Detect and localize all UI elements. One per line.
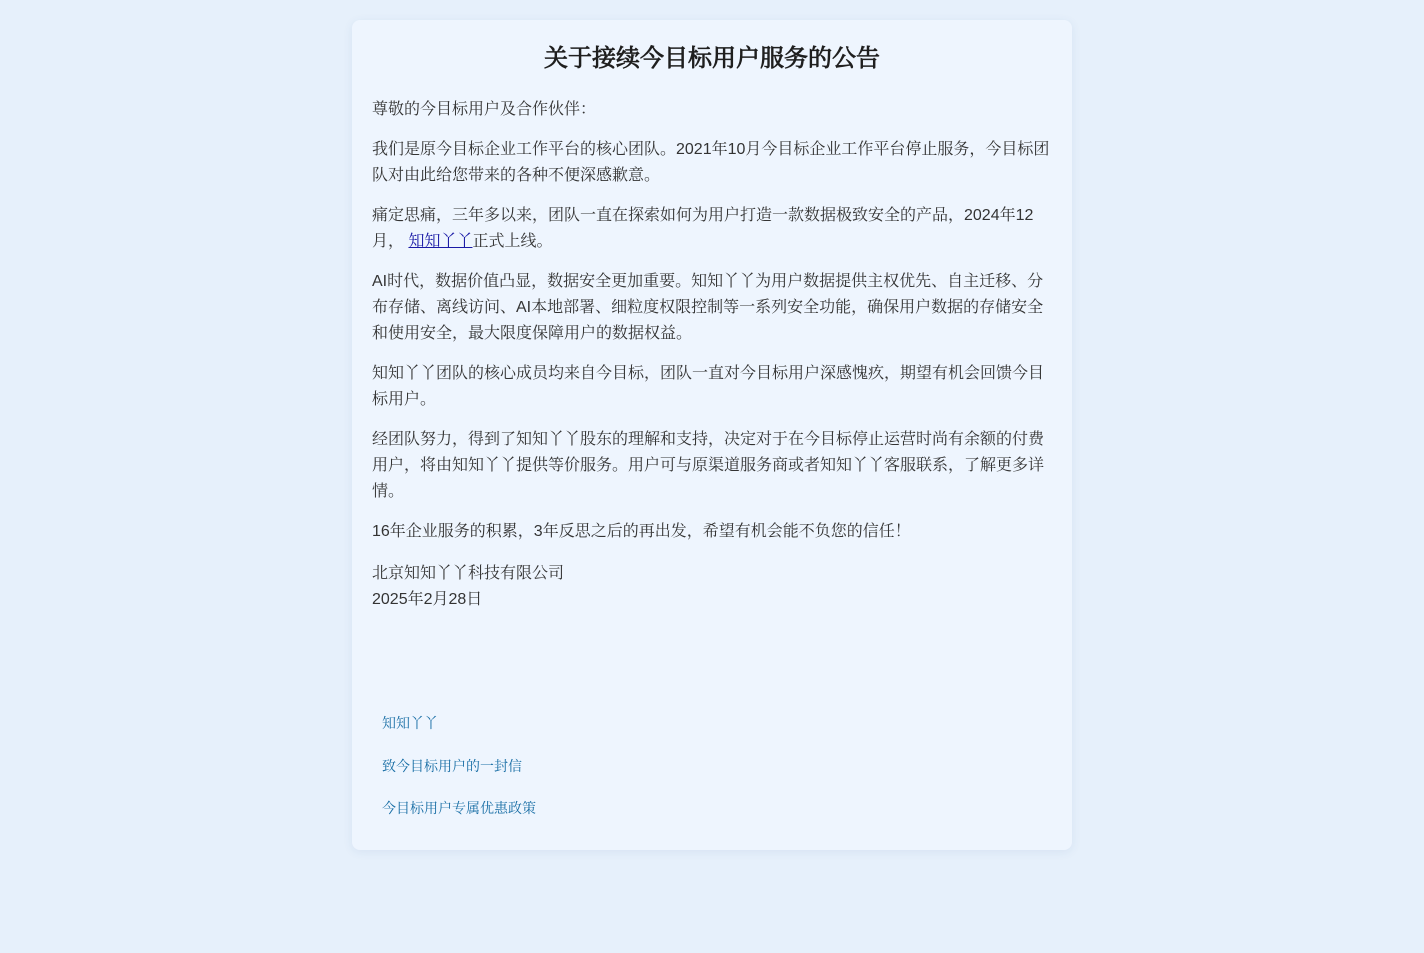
footer-link-letter[interactable]: 致今目标用户的一封信 <box>382 757 522 774</box>
signature-date: 2025年2月28日 <box>372 591 483 608</box>
paragraph-launch <box>372 203 1052 255</box>
footer-item <box>382 755 536 777</box>
salutation: 尊敬的今目标用户及合作伙伴： <box>372 101 597 118</box>
signature-company: 北京知知丫丫科技有限公司 <box>372 565 565 582</box>
paragraph-team: 知知丫丫团队的核心成员均来自今目标，团队一直对今目标用户深感愧疚，期望有机会回馈今目标用户。 <box>372 365 1045 408</box>
paragraph-security: AI时代，数据价值凸显，数据安全更加重要。知知丫丫为用户数据提供主权优先、自主迁移、分布存储、离线访问、AI本地部署、细粒度权限控制等一系列安全功能，确保用户数据的存储安全和使用安全，最大限度保障用户的数据权益。 <box>372 273 1044 342</box>
footer-item <box>382 712 536 734</box>
paragraph-service: 经团队努力，得到了知知丫丫股东的理解和支持，决定对于在今目标停止运营时尚有余额的付费用户，将由知知丫丫提供等价服务。用户可与原渠道服务商或者知知丫丫客服联系，了解更多详情。 <box>372 431 1045 500</box>
footer-link-offer-policy[interactable]: 今目标用户专属优惠政策 <box>382 800 536 816</box>
product-link[interactable]: 知知丫丫 <box>408 233 473 250</box>
footer-link-product[interactable]: 知知丫丫 <box>382 715 438 731</box>
announcement-card <box>352 20 1072 850</box>
footer-item <box>382 797 536 819</box>
signature <box>372 561 1052 613</box>
footer-links <box>382 712 536 840</box>
paragraph-closing: 16年企业服务的积累，3年反思之后的再出发，希望有机会能不负您的信任！ <box>372 523 911 540</box>
launch-text-before: 痛定思痛，三年多以来，团队一直在探索如何为用户打造一款数据极致安全的产品，2024年12月， <box>372 207 1034 250</box>
announcement-title: 关于接续今目标用户服务的公告 <box>544 45 880 72</box>
launch-text-after: 正式上线。 <box>472 233 553 250</box>
paragraph-intro: 我们是原今目标企业工作平台的核心团队。2021年10月今目标企业工作平台停止服务，今目标团队对由此给您带来的各种不便深感歉意。 <box>372 141 1050 184</box>
